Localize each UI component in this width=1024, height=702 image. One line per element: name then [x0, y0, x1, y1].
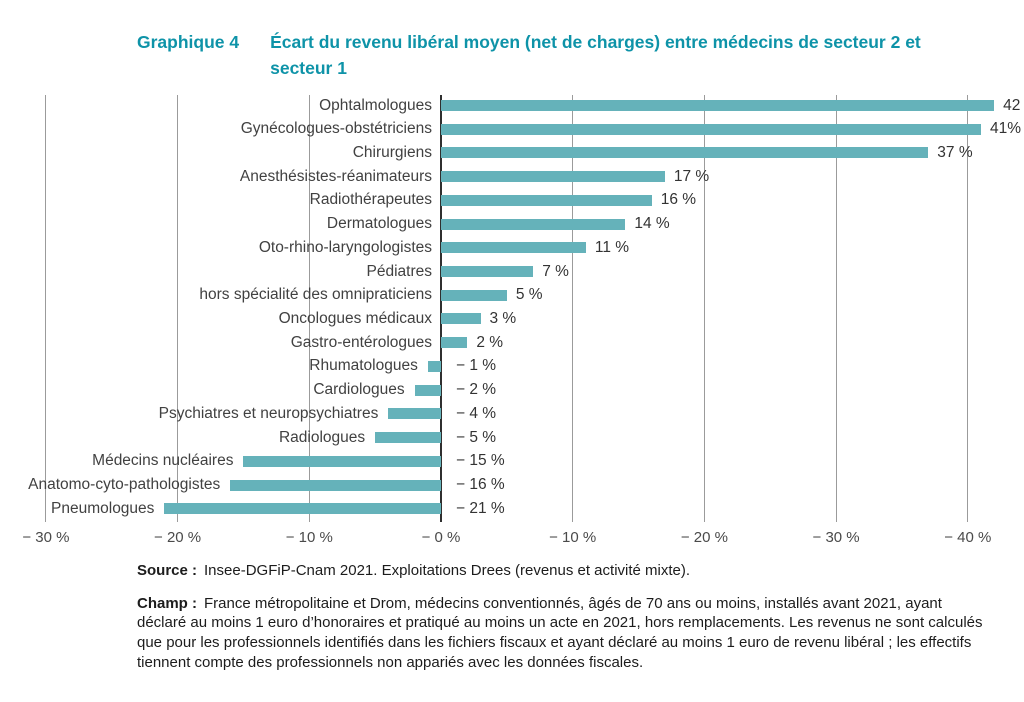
- gridline: [704, 95, 705, 522]
- bar: [441, 337, 467, 348]
- category-label: Radiothérapeutes: [309, 191, 432, 209]
- bar: [441, 171, 665, 182]
- gridline: [45, 95, 46, 522]
- value-label: − 2 %: [456, 381, 497, 399]
- category-label: Oncologues médicaux: [278, 309, 432, 327]
- axis-tick-label: − 30 %: [22, 529, 70, 546]
- category-label: Chirurgiens: [352, 143, 432, 161]
- axis-tick-label: − 40 %: [944, 529, 992, 546]
- source-label: Source :: [137, 562, 198, 579]
- axis-tick-label: − 20 %: [680, 529, 728, 546]
- bar: [243, 456, 441, 467]
- category-label: Ophtalmologues: [319, 96, 432, 114]
- category-label: Anesthésistes-réanimateurs: [239, 167, 432, 185]
- value-label: 37 %: [937, 143, 973, 161]
- category-label: Gastro-entérologues: [290, 333, 432, 351]
- value-label: 7 %: [542, 262, 569, 280]
- axis-tick-label: − 30 %: [812, 529, 860, 546]
- category-label: Médecins nucléaires: [92, 452, 234, 470]
- bar: [441, 266, 533, 277]
- category-label: Psychiatres et neuropsychiatres: [158, 404, 379, 422]
- axis-tick-label: − 10 %: [549, 529, 597, 546]
- value-label: − 5 %: [456, 428, 497, 446]
- category-label: Anatomo-cyto-pathologistes: [28, 476, 221, 494]
- figure-number: Graphique 4: [137, 32, 240, 52]
- bar: [164, 503, 441, 514]
- axis-tick-label: − 10 %: [285, 529, 333, 546]
- bar: [441, 195, 652, 206]
- category-label: Pneumologues: [51, 499, 155, 517]
- value-label: 16 %: [660, 191, 697, 209]
- category-label: Dermatologues: [326, 215, 432, 233]
- figure-title-text: Écart du revenu libéral moyen (net de charges) entre médecins de secteur 2 et secteur 1: [270, 32, 921, 78]
- value-label: − 16 %: [456, 476, 505, 494]
- value-label: − 21 %: [456, 499, 505, 517]
- bar: [428, 361, 441, 372]
- value-label: 14 %: [634, 215, 670, 233]
- axis-tick-label: − 0 %: [421, 529, 461, 546]
- bar: [441, 219, 625, 230]
- source-text: Insee-DGFiP-Cnam 2021. Exploitations Drees (revenus et activité mixte).: [204, 562, 691, 579]
- category-label: Gynécologues-obstétriciens: [240, 120, 432, 138]
- category-label: hors spécialité des omnipraticiens: [199, 286, 432, 304]
- champ-text: France métropolitaine et Drom, médecins conventionnés, âgés de 70 ans ou moins, installés avant 2021, ayant déclaré au moins 1 euro d’honoraires et pratiqué au moins un acte en 2021, hors remplacements. Les revenus ne sont calculés que pour les professionnels identifiés dans les fichiers fiscaux et ayant déclaré au moins 1 euro de revenu libéral ; les effectifs tiennent compte des professionnels non appariés avec les données fiscales.: [137, 594, 983, 671]
- champ-note: [137, 594, 995, 673]
- gridline: [836, 95, 837, 522]
- bar: [441, 313, 481, 324]
- bar: [230, 480, 441, 491]
- champ-label: Champ :: [137, 594, 197, 612]
- category-label: Pédiatres: [366, 262, 432, 280]
- bar: [415, 385, 441, 396]
- bar: [375, 432, 441, 443]
- value-label: 3 %: [489, 309, 517, 327]
- value-label: 5 %: [515, 286, 543, 304]
- category-label: Oto-rhino-laryngologistes: [258, 238, 432, 256]
- bar: [441, 147, 928, 158]
- value-label: 17 %: [673, 167, 710, 185]
- bar: [441, 290, 507, 301]
- value-label: 41%: [989, 120, 1021, 138]
- axis-tick-label: − 20 %: [154, 529, 202, 546]
- bar: [388, 408, 441, 419]
- value-label: 11 %: [594, 238, 630, 256]
- bar: [441, 242, 586, 253]
- bar: [441, 124, 981, 135]
- source-note: [137, 561, 995, 581]
- value-label: − 4 %: [456, 404, 497, 422]
- category-label: Cardiologues: [313, 381, 405, 399]
- gridline: [572, 95, 573, 522]
- bar: [441, 100, 994, 111]
- value-label: 42: [1003, 96, 1021, 114]
- value-label: 2 %: [476, 333, 504, 351]
- category-label: Radiologues: [278, 428, 366, 446]
- value-label: − 1 %: [456, 357, 497, 375]
- figure-notes: [137, 561, 995, 672]
- value-label: − 15 %: [456, 452, 505, 470]
- category-label: Rhumatologues: [309, 357, 418, 375]
